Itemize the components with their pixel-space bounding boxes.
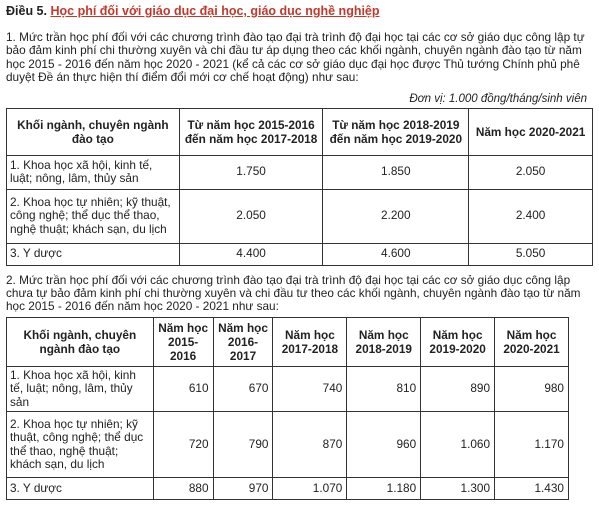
section2-paragraph: 2. Mức trần học phí đối với các chương trình đào tạo đại trà trình độ đại học tại các cơ sở giáo dục công lập chưa tự bảo đảm kinh phí chi thường xuyên và chi đầu tư theo các khối ngành, chuyên ngành đào tạo từ năm học 2015 - 2016 đến năm học 2020 - 2021 như sau: [6, 272, 581, 314]
row-field: 3. Y dược [7, 243, 180, 265]
cell-value: 960 [347, 412, 421, 478]
table-row [7, 189, 593, 243]
cell-value: 610 [153, 366, 213, 411]
row-field: 1. Khoa học xã hội, kinh tế, luật; nông, lâm, thủy sản [7, 366, 154, 411]
cell-value: 1.430 [495, 478, 569, 500]
header-year: Năm học 2016-2017 [213, 317, 273, 366]
article-heading [6, 4, 593, 19]
cell-value: 970 [213, 478, 273, 500]
cell-value: 4.600 [323, 243, 469, 265]
cell-value: 670 [213, 366, 273, 411]
tuition-table-autonomous [6, 108, 593, 266]
header-year: Năm học 2019-2020 [421, 317, 495, 366]
header-period-3: Năm học 2020-2021 [469, 108, 593, 155]
unit-note: Đơn vị: 1.000 đồng/tháng/sinh viên [409, 92, 587, 105]
header-period-1: Từ năm học 2015-2016 đến năm học 2017-2018 [179, 108, 323, 155]
cell-value: 790 [213, 412, 273, 478]
row-field: 3. Y dược [7, 478, 154, 500]
cell-value: 2.200 [323, 189, 469, 243]
cell-value: 720 [153, 412, 213, 478]
cell-value: 5.050 [469, 243, 593, 265]
cell-value: 880 [153, 478, 213, 500]
row-field: 2. Khoa học tự nhiên; kỹ thuật, công nghệ; thể dục thể thao, nghệ thuật; khách sạn, du lịch [7, 412, 154, 478]
header-year: Năm học 2017-2018 [273, 317, 347, 366]
header-field: Khối ngành, chuyên ngành đào tạo [7, 317, 154, 366]
cell-value: 2.050 [469, 155, 593, 189]
row-field: 2. Khoa học tự nhiên; kỹ thuật, công nghệ; thể dục thể thao, nghệ thuật; khách sạn, du lịch [7, 189, 180, 243]
cell-value: 1.300 [421, 478, 495, 500]
cell-value: 1.070 [273, 478, 347, 500]
cell-value: 740 [273, 366, 347, 411]
table-row [7, 478, 569, 500]
article-title: Học phí đối với giáo dục đại học, giáo dục nghề nghiệp [50, 4, 380, 18]
cell-value: 1.170 [495, 412, 569, 478]
tuition-table-non-autonomous [6, 317, 569, 500]
header-year: Năm học 2020-2021 [495, 317, 569, 366]
section1-paragraph: 1. Mức trần học phí đối với các chương trình đào tạo đại trà trình độ đại học tại các cơ sở giáo dục công lập tự bảo đảm kinh phí chi thường xuyên và chi đầu tư áp dụng theo các khối ngành, chuyên ngành đào tạo từ năm học 2015 - 2016 đến năm học 2020 - 2021 (kể cả các cơ sở giáo dục đại học được Thủ tướng Chính phủ phê duyệt Đề án thực hiện thí điểm đổi mới cơ chế hoạt động) như sau: [6, 30, 585, 85]
document [6, 4, 593, 500]
cell-value: 890 [421, 366, 495, 411]
cell-value: 1.180 [347, 478, 421, 500]
header-year: Năm học 2018-2019 [347, 317, 421, 366]
table-row [7, 412, 569, 478]
table-header-row [7, 317, 569, 366]
article-number: Điều 5. [6, 4, 47, 18]
header-year: Năm học 2015-2016 [153, 317, 213, 366]
cell-value: 4.400 [179, 243, 323, 265]
cell-value: 2.050 [179, 189, 323, 243]
cell-value: 980 [495, 366, 569, 411]
table-header-row [7, 108, 593, 155]
table-row [7, 366, 569, 411]
cell-value: 870 [273, 412, 347, 478]
cell-value: 1.850 [323, 155, 469, 189]
cell-value: 1.750 [179, 155, 323, 189]
cell-value: 2.400 [469, 189, 593, 243]
table-row [7, 155, 593, 189]
header-period-2: Từ năm học 2018-2019 đến năm học 2019-2020 [323, 108, 469, 155]
row-field: 1. Khoa học xã hội, kinh tế, luật; nông, lâm, thủy sản [7, 155, 180, 189]
cell-value: 810 [347, 366, 421, 411]
header-field: Khối ngành, chuyên ngành đào tạo [7, 108, 180, 155]
table-row [7, 243, 593, 265]
cell-value: 1.060 [421, 412, 495, 478]
